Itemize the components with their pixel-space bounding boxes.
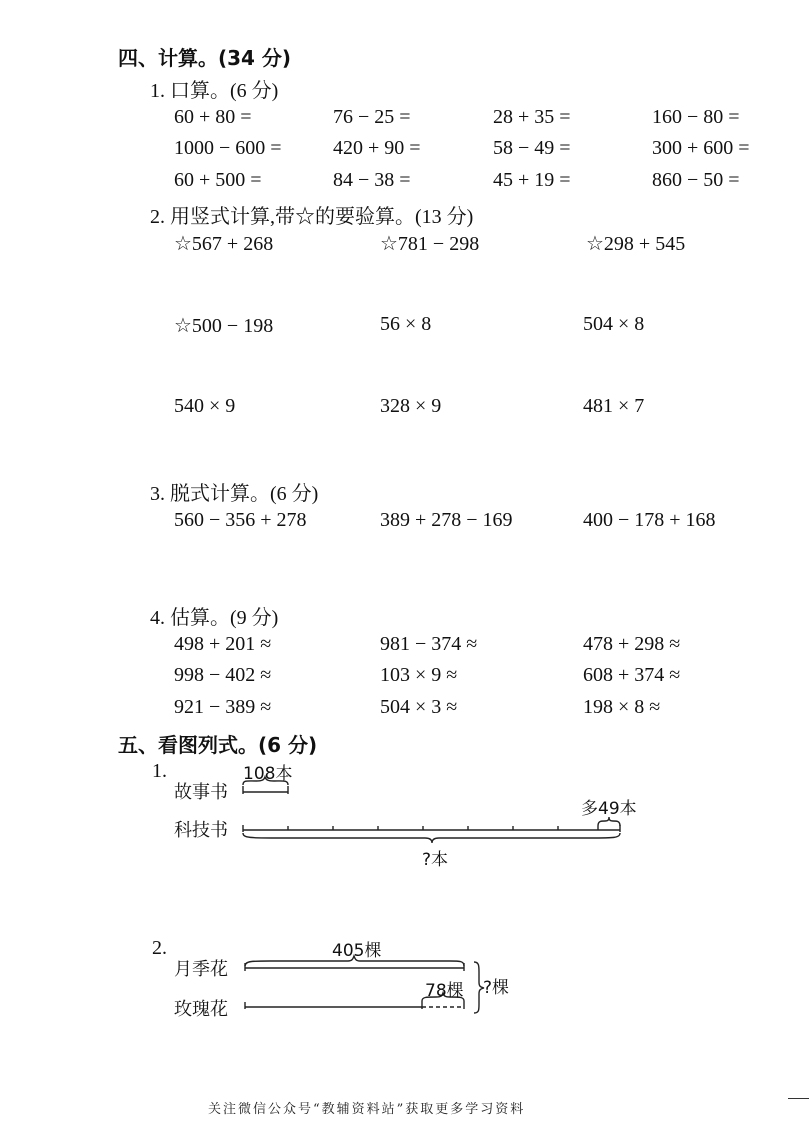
vertical-item: 328 × 9 (380, 395, 442, 417)
vertical-item: ☆500 − 198 (174, 315, 274, 337)
estimate-item: 998 − 402 ≈ (174, 664, 272, 686)
techbook-total-label: ?本 (422, 850, 449, 870)
footer-rule (788, 1098, 809, 1099)
estimate-item: 921 − 389 ≈ (174, 696, 272, 718)
meigui-label: 玫瑰花 (174, 999, 228, 1020)
mental-item: 58 − 49 = (493, 137, 571, 159)
mental-item: 1000 − 600 = (174, 137, 282, 159)
stepwise-item: 389 + 278 − 169 (380, 509, 513, 531)
estimate-item: 608 + 374 ≈ (583, 664, 681, 686)
mental-item: 76 − 25 = (333, 106, 411, 128)
vertical-item: ☆298 + 545 (586, 233, 686, 255)
section-4-title: 四、计算。(34 分) (118, 46, 292, 70)
part-1-title: 1. 口算。(6 分) (150, 80, 279, 102)
mental-item: 860 − 50 = (652, 169, 740, 191)
diagram-1-lines (243, 777, 620, 843)
mental-item: 420 + 90 = (333, 137, 421, 159)
part-2-title: 2. 用竖式计算,带☆的要验算。(13 分) (150, 206, 474, 228)
section-5-title: 五、看图列式。(6 分) (118, 733, 318, 757)
mental-item: 84 − 38 = (333, 169, 411, 191)
mental-item: 60 + 500 = (174, 169, 262, 191)
vertical-item: 540 × 9 (174, 395, 236, 417)
stepwise-item: 400 − 178 + 168 (583, 509, 716, 531)
yueji-label: 月季花 (174, 959, 228, 980)
estimate-item: 478 + 298 ≈ (583, 633, 681, 655)
part-3-title: 3. 脱式计算。(6 分) (150, 483, 319, 505)
diff-amount-label: 78棵 (425, 981, 464, 1001)
stepwise-item: 560 − 356 + 278 (174, 509, 307, 531)
mental-item: 160 − 80 = (652, 106, 740, 128)
estimate-item: 504 × 3 ≈ (380, 696, 458, 718)
extra-amount-label: 多49本 (581, 799, 637, 819)
diagram-1-number: 1. (152, 760, 167, 782)
estimate-item: 198 × 8 ≈ (583, 696, 661, 718)
storybook-amount-label: 108本 (243, 764, 293, 784)
total-amount-label: ?棵 (483, 978, 510, 998)
mental-item: 28 + 35 = (493, 106, 571, 128)
vertical-item: 481 × 7 (583, 395, 645, 417)
techbook-label: 科技书 (174, 820, 228, 841)
estimate-item: 498 + 201 ≈ (174, 633, 272, 655)
mental-item: 300 + 600 = (652, 137, 750, 159)
vertical-item: 504 × 8 (583, 313, 645, 335)
estimate-item: 981 − 374 ≈ (380, 633, 478, 655)
vertical-item: 56 × 8 (380, 313, 432, 335)
estimate-item: 103 × 9 ≈ (380, 664, 458, 686)
vertical-item: ☆781 − 298 (380, 233, 480, 255)
mental-item: 60 + 80 = (174, 106, 252, 128)
diagram-2-number: 2. (152, 937, 167, 959)
storybook-label: 故事书 (174, 782, 228, 803)
mental-item: 45 + 19 = (493, 169, 571, 191)
yueji-amount-label: 405棵 (332, 941, 382, 961)
vertical-item: ☆567 + 268 (174, 233, 274, 255)
part-4-title: 4. 估算。(9 分) (150, 607, 279, 629)
footer-note: 关注微信公众号“教辅资料站”获取更多学习资料 (208, 1102, 526, 1117)
